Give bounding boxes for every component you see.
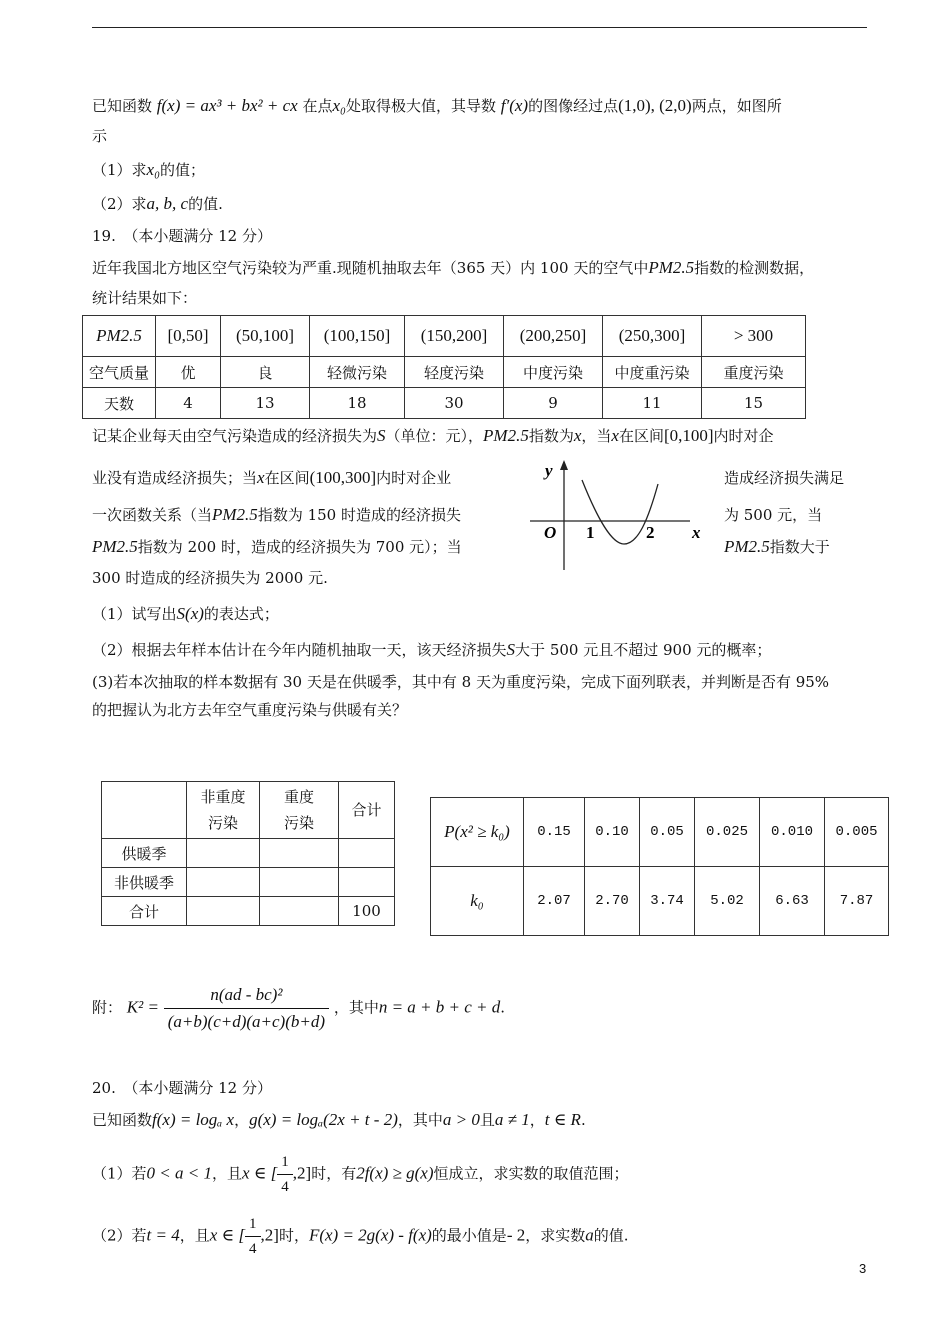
cell-heating-severe[interactable] bbox=[260, 839, 339, 868]
x-label: x bbox=[692, 523, 701, 542]
q19-p1-cont: 统计结果如下： bbox=[92, 289, 198, 307]
q20-p1: 已知函数f(x) = logₐ x，g(x) = logₐ(2x + t - 2)，其中a > 0且a ≠ 1，t ∈ R. bbox=[92, 1110, 586, 1129]
q19-header: 19. （本小题满分 12 分） bbox=[92, 227, 272, 245]
q19-p3-right: 造成经济损失满足 bbox=[724, 469, 845, 487]
q19-part3: (3)若本次抽取的样本数据有 30 天是在供暖季，其中有 8 天为重度污染，完成下面列联表，并判断是否有 95% bbox=[92, 673, 830, 691]
q18-part2: （2）求a, b, c的值. bbox=[92, 194, 223, 213]
cell-total-nonsevere[interactable] bbox=[187, 897, 260, 926]
cell-nonheating-severe[interactable] bbox=[260, 868, 339, 897]
y-axis-arrow bbox=[560, 460, 568, 470]
cell-nonheating-nonsevere[interactable] bbox=[187, 868, 260, 897]
q18-line1: 已知函数 f(x) = ax³ + bx² + cx 在点x₀处取得极大值，其导数 f′(x)的图像经过点(1,0), (2,0)两点，如图所 bbox=[92, 96, 782, 115]
q19-p1: 近年我国北方地区空气污染较为严重.现随机抽取去年（365 天）内 100 天的空气中PM2.5指数的检测数据， bbox=[92, 258, 815, 277]
pm25-table: PM2.5 [0,50] (50,100] (100,150] (150,200] (200,250] (250,300] > 300 空气质量 优 良 轻微污染 轻度污染 中度污染 中度重污染 重度污染 天数 4 13 18 30 9 11 15 bbox=[82, 315, 806, 419]
q19-part2: （2）根据去年样本估计在今年内随机抽取一天，该天经济损失S大于 500 元且不超过 900 元的概率； bbox=[92, 640, 772, 659]
q19-p3: 业没有造成经济损失；当x在区间(100,300]内时对企业 bbox=[92, 468, 452, 487]
q20-part2: （2）若t = 4，且x ∈ [ $\frac{1}{4}$ ,2]时，F(x) = 2g(x) - f(x)的最小值是- 2，求实数a的值. bbox=[92, 1212, 629, 1261]
q20-header: 20. （本小题满分 12 分） bbox=[92, 1079, 272, 1097]
k2-fraction: $\frac{\text{n(ad - bc)²}}{(a+b)(c+d)(a+c)(b+d)}$ bbox=[164, 982, 329, 1035]
tick-2: 2 bbox=[646, 523, 655, 542]
q18-part1: （1）求x₀的值； bbox=[92, 160, 206, 179]
origin-label: O bbox=[544, 523, 557, 542]
q19-p2: 记某企业每天由空气污染造成的经济损失为S（单位：元），PM2.5指数为x，当x在区间[0,100]内时对企 bbox=[92, 426, 774, 445]
q19-p4: 一次函数关系（当PM2.5指数为 150 时造成的经济损失 bbox=[92, 505, 461, 524]
q19-p4-right: 为 500 元，当 bbox=[724, 506, 823, 524]
critical-values-table: P(x² ≥ k₀) 0.15 0.10 0.05 0.025 0.010 0.005 k₀ 2.07 2.70 3.74 5.02 6.63 7.87 bbox=[430, 797, 889, 936]
cell-heating-nonsevere[interactable] bbox=[187, 839, 260, 868]
tick-1: 1 bbox=[586, 523, 595, 542]
q19-part3-cont: 的把握认为北方去年空气重度污染与供暖有关？ bbox=[92, 701, 408, 719]
q20-part1: （1）若0 < a < 1，且x ∈ [ $\frac{1}{4}$ ,2]时，有2f(x) ≥ g(x)恒成立，求实数的取值范围； bbox=[92, 1150, 629, 1199]
q19-p6: 300 时造成的经济损失为 2000 元. bbox=[92, 569, 328, 587]
q19-p5-right: PM2.5指数大于 bbox=[724, 537, 830, 556]
q18-line2: 示 bbox=[92, 127, 108, 145]
q19-formula-note: 附： K² = $\frac{\text{n(ad - bc)²}}{(a+b)(c+d)(a+c)(b+d)}$ ，其中n = a + b + c + d. bbox=[92, 982, 505, 1035]
derivative-graph bbox=[520, 458, 710, 573]
cell-total-severe[interactable] bbox=[260, 897, 339, 926]
q19-part1: （1）试写出S(x)的表达式； bbox=[92, 604, 279, 623]
cell-nonheating-total[interactable] bbox=[339, 868, 395, 897]
contingency-table: 非重度 污染 重度 污染 合计 供暖季 非供暖季 合计 100 bbox=[101, 781, 395, 926]
header-rule bbox=[92, 27, 867, 28]
cell-heating-total[interactable] bbox=[339, 839, 395, 868]
q19-p5: PM2.5指数为 200 时，造成的经济损失为 700 元）；当 bbox=[92, 537, 462, 556]
y-label: y bbox=[545, 461, 553, 480]
f-expression: f(x) = ax³ + bx² + cx bbox=[156, 96, 298, 115]
page-number: 3 bbox=[859, 1261, 867, 1276]
